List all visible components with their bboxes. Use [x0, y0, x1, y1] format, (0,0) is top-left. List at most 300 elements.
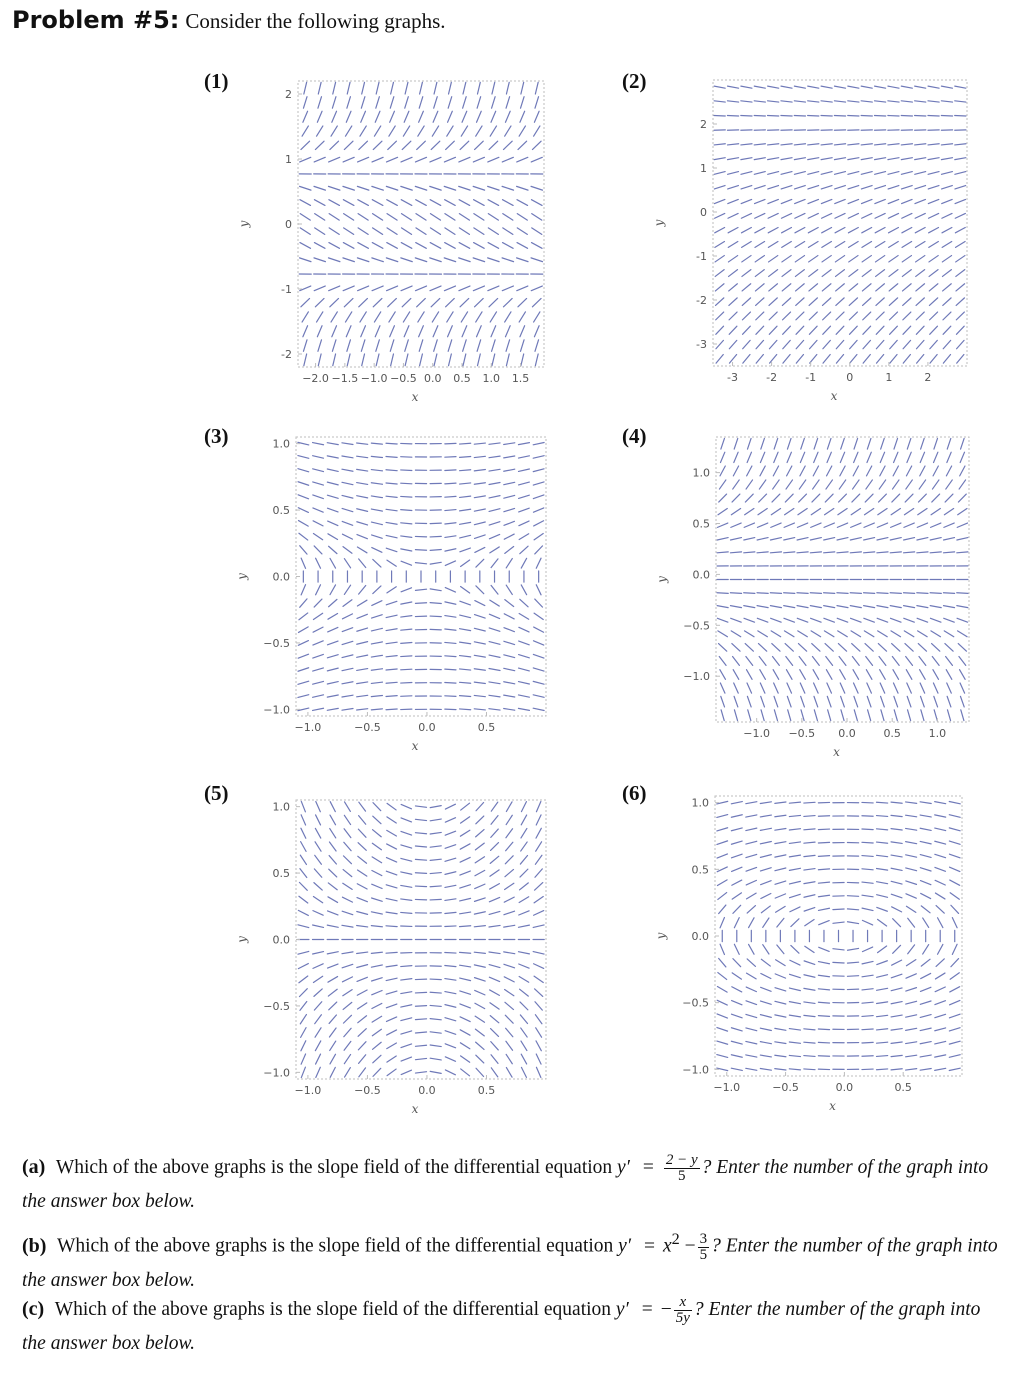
slope-segment [714, 186, 725, 189]
slope-segment [299, 882, 307, 890]
question-a-numerator: 2 − y [665, 1152, 698, 1169]
slope-segment [371, 709, 382, 710]
slope-segment [489, 534, 499, 538]
slope-segment [716, 326, 724, 334]
slope-segment [460, 601, 471, 605]
slope-segment [445, 642, 456, 643]
slope-segment [460, 696, 471, 697]
slope-segment [836, 312, 844, 320]
slope-segment [371, 509, 382, 511]
slope-segment [733, 656, 740, 665]
slope-segment [386, 483, 397, 484]
slope-segment [784, 618, 795, 622]
slope-segment [387, 844, 397, 849]
slope-segment [504, 443, 515, 445]
y-tick-label: −0.5 [263, 999, 290, 1013]
slope-segment [342, 482, 353, 484]
slope-segment [949, 854, 960, 858]
slope-segment [474, 496, 485, 498]
slope-segment [755, 227, 765, 232]
y-tick-label: 0.5 [691, 863, 709, 877]
slope-segment [343, 1002, 352, 1009]
slope-segment [361, 97, 365, 108]
slope-segment [814, 683, 819, 693]
slope-segment [521, 828, 527, 837]
slope-segment [835, 213, 845, 218]
slope-segment [344, 1054, 350, 1063]
slope-segment [317, 111, 322, 122]
slope-segment [460, 496, 471, 497]
slope-segment [386, 535, 397, 537]
slope-segment [804, 1069, 815, 1070]
slope-segment [943, 326, 951, 334]
slope-segment [862, 947, 872, 952]
slope-segment [888, 186, 899, 189]
slope-segment [300, 546, 307, 554]
slope-segment [732, 893, 741, 899]
slope-segment [434, 340, 438, 351]
slope-segment [804, 855, 815, 856]
slope-segment [719, 905, 726, 914]
slope-segment [491, 111, 496, 122]
slope-segment [861, 186, 872, 189]
slope-segment [342, 952, 353, 954]
slope-segment [850, 552, 861, 553]
slope-segment [906, 842, 917, 844]
slope-segment [930, 326, 938, 334]
slope-segment [928, 172, 939, 175]
slope-segment [299, 613, 308, 620]
slope-segment [519, 655, 530, 658]
slope-segment [719, 644, 727, 652]
slope-segment [519, 312, 525, 322]
slope-segment [761, 696, 765, 707]
y-axis-label: y [654, 932, 668, 940]
slope-segment [327, 708, 338, 710]
slope-segment [741, 199, 751, 203]
slope-segment [809, 312, 817, 320]
slope-segment [731, 1068, 742, 1070]
slope-segment [304, 354, 307, 366]
slope-segment [839, 480, 845, 489]
slope-segment [463, 97, 467, 108]
slope-segment [327, 952, 338, 954]
slope-segment [729, 270, 738, 277]
slope-segment [848, 172, 859, 175]
slope-segment [731, 1028, 742, 1031]
slope-segment [533, 443, 544, 445]
slope-segment [960, 670, 966, 680]
slope-segment [848, 144, 859, 145]
slope-segment [742, 284, 751, 291]
slope-segment [430, 200, 441, 206]
slope-segment [445, 872, 456, 875]
slope-segment [875, 213, 885, 218]
slope-segment [891, 1015, 902, 1017]
slope-segment [892, 960, 902, 965]
slope-segment [298, 708, 309, 711]
slope-segment [862, 869, 873, 870]
slope-segment [775, 828, 786, 830]
slope-segment [850, 340, 857, 348]
slope-segment [956, 312, 964, 320]
slope-segment [955, 101, 966, 102]
slope-segment [401, 496, 412, 497]
slope-segment [943, 298, 951, 306]
slope-segment [773, 480, 779, 489]
plot-frame [298, 81, 544, 367]
slope-segment [781, 86, 792, 88]
slope-segment [901, 101, 912, 102]
slope-segment [861, 158, 872, 160]
slope-segment [812, 644, 820, 652]
slope-segment [746, 1055, 757, 1057]
slope-segment [760, 815, 771, 817]
slope-segment [908, 710, 911, 721]
slope-segment [460, 1030, 470, 1035]
slope-segment [759, 656, 766, 665]
slope-segment [313, 976, 322, 982]
slope-segment [938, 918, 943, 928]
slope-segment [459, 157, 470, 162]
slope-segment [760, 1015, 771, 1018]
x-axis-label: x [830, 389, 838, 403]
question-a-lhs: y′ [617, 1157, 630, 1178]
slope-segment [864, 552, 875, 553]
slope-segment [430, 536, 441, 537]
slope-segment [760, 466, 765, 476]
slope-segment [315, 214, 325, 221]
slope-segment [918, 644, 926, 652]
slope-segment [519, 911, 529, 915]
slope-segment [928, 158, 939, 160]
slope-segment [332, 326, 337, 337]
slope-segment [328, 977, 338, 983]
slope-segment [491, 1055, 498, 1064]
slope-segment [804, 829, 815, 830]
slope-segment [300, 258, 311, 262]
slope-segment [314, 883, 322, 890]
slope-segment [491, 802, 498, 811]
slope-segment [824, 606, 835, 608]
slope-segment [344, 298, 353, 306]
slope-segment [419, 97, 423, 108]
slope-segment [298, 508, 308, 513]
slope-segment [401, 258, 412, 262]
slope-segment [732, 987, 742, 992]
slope-segment [790, 894, 801, 897]
slope-segment [328, 897, 338, 903]
slope-segment [809, 270, 818, 277]
slope-segment [797, 538, 808, 540]
slope-segment [714, 86, 725, 88]
slope-segment [314, 546, 322, 554]
slope-segment [342, 456, 353, 458]
slope-segment [889, 284, 898, 291]
slope-segment [316, 802, 321, 812]
slope-segment [841, 710, 844, 721]
slope-segment [534, 641, 544, 645]
slope-segment [743, 326, 751, 334]
slope-segment [804, 816, 815, 817]
slope-segment [519, 668, 530, 671]
slope-segment [837, 538, 848, 540]
slope-segment [732, 1014, 743, 1018]
slope-segment [504, 977, 514, 982]
slope-segment [847, 909, 858, 910]
slope-segment [838, 644, 846, 652]
slope-segment [357, 535, 367, 539]
slope-segment [906, 1042, 917, 1044]
slope-segment [960, 452, 964, 462]
slope-segment [535, 97, 539, 108]
slope-segment [861, 101, 872, 102]
slope-segment [372, 286, 383, 291]
slope-segment [300, 157, 311, 162]
slope-segment [301, 1041, 306, 1051]
slope-segment [390, 340, 394, 351]
slope-segment [862, 920, 872, 925]
slope-segment [318, 354, 321, 366]
slope-segment [728, 158, 739, 160]
slope-segment [329, 599, 337, 606]
slope-segment [907, 438, 911, 449]
slope-segment [535, 354, 538, 366]
slope-segment [729, 298, 737, 306]
slope-segment [536, 842, 542, 851]
slope-segment [387, 157, 398, 162]
slope-segment [534, 627, 544, 632]
slope-segment [916, 340, 923, 348]
y-tick-label: −1.0 [682, 1063, 709, 1077]
slope-segment [789, 1069, 800, 1070]
slope-segment [342, 614, 352, 619]
slope-segment [521, 1067, 526, 1077]
slope-segment [755, 199, 765, 203]
slope-segment [768, 199, 778, 203]
question-a-lead: Which of the above graphs is the slope field of the differential equation [55, 1157, 613, 1178]
slope-segment [505, 126, 511, 136]
slope-segment [460, 871, 470, 875]
slope-segment [519, 508, 529, 512]
slope-segment [536, 1054, 541, 1064]
slope-segment [534, 521, 544, 526]
slope-segment [734, 918, 739, 928]
slope-segment [328, 627, 338, 632]
slope-segment [491, 829, 498, 837]
slope-segment [747, 466, 752, 476]
slope-segment [930, 618, 941, 622]
slope-segment [919, 480, 925, 489]
slope-segment [877, 1042, 888, 1043]
slope-segment [824, 593, 835, 594]
slope-segment [789, 1029, 800, 1031]
slope-segment [929, 213, 939, 218]
slope-segment [518, 952, 529, 954]
slope-segment [536, 1041, 541, 1051]
slope-segment [893, 945, 901, 953]
slope-segment [386, 548, 397, 552]
slope-segment [415, 833, 426, 834]
slope-segment [947, 696, 951, 707]
slope-segment [519, 495, 530, 498]
slope-segment [862, 1016, 873, 1017]
slope-segment [444, 258, 455, 262]
slope-segment [902, 199, 912, 203]
slope-segment [850, 538, 861, 540]
slope-segment [935, 815, 946, 817]
x-tick-label: −1.0 [743, 727, 771, 740]
slope-segment [386, 186, 397, 190]
slope-segment [787, 466, 792, 476]
slope-segment [731, 802, 742, 804]
slope-segment [300, 286, 311, 291]
slope-segment [862, 213, 872, 218]
question-c [22, 1292, 1006, 1361]
slope-segment [430, 992, 441, 993]
slope-segment [445, 804, 455, 809]
slope-segment [742, 312, 750, 320]
slope-segment [401, 483, 412, 484]
slope-segment [796, 312, 804, 320]
slope-segment [877, 816, 888, 817]
slope-segment [445, 669, 456, 670]
slope-segment [877, 538, 888, 540]
slope-segment [386, 615, 397, 617]
slope-segment [920, 1028, 931, 1030]
slope-segment [401, 992, 412, 994]
slope-segment [746, 656, 753, 665]
slope-segment [812, 656, 819, 665]
slope-segment [861, 172, 872, 175]
slope-segment [430, 899, 441, 900]
slope-segment [891, 618, 902, 622]
x-tick-label: 2 [924, 371, 932, 384]
slope-segment [534, 111, 539, 122]
slope-segment [877, 593, 888, 594]
slope-segment [798, 508, 807, 514]
slope-segment [929, 284, 938, 291]
x-tick-label: 0.5 [477, 721, 496, 734]
slope-segment [533, 456, 544, 459]
slope-segment [791, 945, 799, 953]
slope-segment [506, 802, 512, 812]
slope-segment [313, 534, 322, 540]
slope-segment [935, 1068, 946, 1070]
slope-segment [930, 312, 938, 320]
slope-segment [888, 199, 898, 203]
slope-segment [760, 1001, 771, 1004]
slope-segment [386, 629, 397, 631]
question-c-equals: = [641, 1299, 653, 1320]
slope-segment [463, 354, 466, 366]
slope-segment [503, 200, 514, 206]
slope-segment [518, 695, 529, 697]
slope-segment [743, 340, 750, 348]
slope-segment [746, 880, 756, 885]
slope-segment [929, 298, 937, 306]
slope-segment [818, 1016, 829, 1017]
slope-segment [902, 270, 911, 277]
slope-segment [810, 606, 821, 608]
slope-segment [946, 466, 951, 476]
slope-segment [826, 670, 832, 680]
slope-segment [372, 978, 383, 981]
slope-segment [862, 989, 873, 990]
slope-segment [359, 816, 366, 825]
slope-segment [430, 859, 441, 860]
slope-segment [957, 618, 968, 622]
slope-segment [346, 111, 351, 122]
slope-segment [434, 97, 438, 108]
slope-segment [420, 82, 423, 94]
slope-segment [785, 508, 794, 514]
question-a-fraction [664, 1153, 700, 1184]
slope-segment [357, 186, 368, 190]
slope-segment [449, 354, 452, 366]
slope-segment [403, 312, 409, 322]
slope-segment [720, 452, 724, 462]
slope-segment [415, 859, 426, 860]
slope-segment [506, 1054, 512, 1063]
slope-segment [853, 466, 858, 476]
slope-segment [474, 669, 485, 671]
slope-segment [474, 642, 485, 644]
slope-segment [875, 144, 886, 145]
slope-segment [373, 141, 382, 149]
slope-segment [401, 885, 412, 887]
slope-segment [714, 101, 725, 102]
slope-segment [848, 922, 859, 924]
slope-segment [746, 815, 757, 817]
slope-segment [536, 802, 540, 812]
slope-segment [731, 1041, 742, 1044]
slope-segment [359, 802, 366, 811]
slope-segment [433, 326, 438, 337]
slope-segment [850, 593, 861, 594]
slope-segment [754, 158, 765, 160]
slope-segment [833, 962, 844, 963]
slope-segment [875, 199, 885, 203]
question-c-fraction [674, 1295, 692, 1326]
slope-segment [717, 593, 728, 594]
slope-segment [418, 312, 424, 322]
slope-segment [717, 986, 727, 992]
slope-segment [795, 186, 806, 189]
slope-segment [461, 1069, 470, 1076]
slope-segment [386, 871, 396, 875]
slope-segment [347, 82, 350, 94]
slope-segment [358, 228, 368, 235]
slope-segment [721, 696, 725, 707]
slope-segment [327, 469, 338, 471]
slope-segment [731, 538, 742, 540]
slope-segment [955, 144, 966, 145]
slope-segment [862, 975, 873, 977]
slope-segment [327, 682, 338, 684]
slope-segment [317, 326, 322, 337]
slope-segment [461, 126, 467, 136]
slope-segment [303, 111, 308, 122]
slope-segment [445, 457, 456, 458]
slope-segment [372, 258, 383, 262]
slope-segment [386, 898, 397, 900]
slope-segment [851, 618, 862, 622]
slope-segment [372, 186, 383, 190]
slope-segment [461, 803, 470, 810]
slope-segment [917, 593, 928, 594]
slope-segment [445, 1044, 455, 1048]
